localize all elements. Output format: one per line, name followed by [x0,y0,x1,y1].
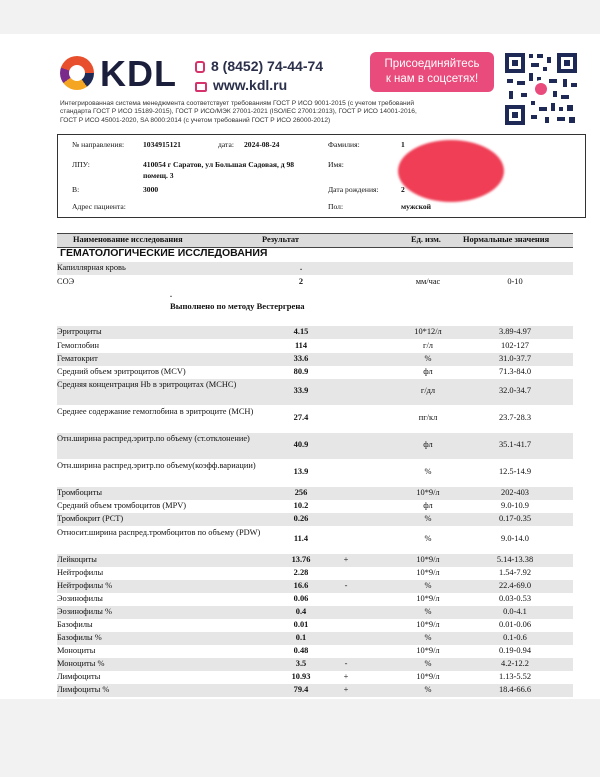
test-result: 0.48 [293,646,309,655]
test-name: Относит.ширина распред.тромбоцитов по объему (PDW) [57,528,261,537]
phone-line [195,58,323,74]
col-header-norm: Нормальные значения [463,235,550,244]
qr-code-icon [503,51,579,127]
test-norm: 22.4-69.0 [498,581,532,590]
certification-text [60,100,500,125]
table-row [57,326,573,339]
test-name: Средняя концентрация Hb в эритроцитах (MCHC) [57,380,237,389]
v-value: 3000 [143,185,159,194]
test-norm: 9.0-10.9 [501,501,529,510]
test-name: Моноциты % [57,659,105,668]
patient-info-box [57,134,586,218]
test-unit: 10*9/л [416,488,440,497]
test-norm: 3.89-4.97 [498,327,532,336]
test-name: Эозинофилы [57,594,103,603]
test-name: Эритроциты [57,327,102,336]
test-result: 0.01 [293,620,309,629]
order-label: № направления: [72,140,125,149]
table-row [57,645,573,658]
test-flag: + [343,555,349,564]
test-unit: г/л [423,341,433,350]
table-row [57,593,573,606]
order-number: 1034915121 [143,140,181,149]
promo-line-2: к нам в соцсетях! [385,73,479,85]
test-name: СОЭ [57,277,75,286]
test-norm: 0.0-4.1 [503,607,527,616]
phone-number: 8 (8452) 74-44-74 [211,58,324,74]
test-result: 13.9 [293,467,309,476]
test-name: Отн.ширина распред.эритр.по объему(коэфф.вариации) [57,461,256,470]
test-norm: 102-127 [501,341,529,350]
test-unit: % [424,633,432,642]
table-row [57,567,573,580]
table-row [57,460,573,486]
test-norm: 0.03-0.53 [498,594,532,603]
test-result: 79.4 [293,685,309,694]
test-result: 114 [294,341,308,350]
col-header-name: Наименование исследования [73,235,183,244]
table-row [57,433,573,459]
phone-icon [195,61,205,73]
cert-line: Интегрированная система менеджмента соответствует требованиям ГОСТ Р ИСО 9001-2015 (с учетом требований [60,100,414,107]
test-norm: 0.17-0.35 [498,514,532,523]
test-result: 0.4 [295,607,307,616]
surname-value: 1 [401,140,405,149]
test-name: Нейтрофилы [57,568,104,577]
date-label: дата: [218,140,234,149]
test-name: Тромбокрит (PCT) [57,514,124,523]
table-row [57,632,573,645]
col-header-result: Результат [262,235,299,244]
test-flag: + [343,672,349,681]
table-row [57,406,573,432]
method-dot: . [170,290,172,299]
test-result: 4.15 [293,327,309,336]
v-label: В: [72,185,80,194]
test-unit: 10*9/л [416,594,440,603]
test-norm: 0.01-0.06 [498,620,532,629]
test-norm: 1.13-5.52 [498,672,532,681]
test-norm: 31.0-37.7 [498,354,532,363]
table-row [57,671,573,684]
test-norm: 9.0-14.0 [501,534,529,543]
test-unit: 10*9/л [416,620,440,629]
table-row [57,684,573,697]
brand-name: KDL [100,53,177,94]
test-unit: мм/час [415,277,441,286]
test-unit: % [424,534,432,543]
test-name: Нейтрофилы % [57,581,113,590]
sex-value: мужской [401,202,432,211]
table-row [57,513,573,526]
cert-line: ГОСТ Р ИСО 45001-2020, SA 8000:2014 (с учетом требований ГОСТ Р ИСО 26000-2012) [60,116,331,124]
redaction-mark [398,140,504,202]
test-name: Лимфоциты [57,672,101,681]
test-result: 10.2 [293,501,309,510]
test-norm: 23.7-28.3 [498,413,532,422]
test-name: Средний объем эритроцитов (MCV) [57,367,186,376]
test-name: Лейкоциты [57,555,97,564]
lpu-label: ЛПУ: [72,160,90,169]
social-promo-banner[interactable] [370,52,494,92]
website-link[interactable]: www.kdl.ru [213,77,288,93]
table-row [57,658,573,671]
website-line [195,77,287,93]
test-result: 10.93 [291,672,311,681]
sex-label: Пол: [328,202,344,211]
test-norm: 35.1-41.7 [498,440,532,449]
test-norm: 71.3-84.0 [498,367,532,376]
birth-label: Дата рождения: [328,185,379,194]
test-result: 11.4 [293,534,309,543]
test-name: Эозинофилы % [57,607,112,616]
test-result: 13.76 [291,555,311,564]
table-row [57,340,573,353]
test-flag: - [344,581,348,590]
test-name: Лимфоциты % [57,685,110,694]
test-result: 0.26 [293,514,309,523]
table-row [57,353,573,366]
test-flag: + [343,685,349,694]
test-name: Гемоглобин [57,341,100,350]
test-unit: 10*9/л [416,646,440,655]
test-name: Среднее содержание гемоглобина в эритроците (MCH) [57,407,254,416]
order-date: 2024-08-24 [244,140,280,149]
test-unit: % [424,659,432,668]
test-result: 2.28 [293,568,309,577]
lpu-address-line-2: помещ. 3 [143,171,174,180]
test-norm: 5.14-13.38 [496,555,534,564]
table-row [57,487,573,500]
table-row [57,554,573,567]
table-row [57,262,573,275]
test-unit: г/дл [420,386,436,395]
test-norm: 0.1-0.6 [503,633,527,642]
cert-line: стандарта ГОСТ Р ИСО 15189-2015), ГОСТ Р ИСО/МЭК 27001-2021 (ISO/IEC 27001:2013), ГОСТ Р ИСО 14001-2016, [60,108,417,116]
test-norm: 1.54-7.92 [498,568,532,577]
test-result: 40.9 [293,440,309,449]
test-name: Капиллярная кровь [57,263,126,272]
test-unit: % [424,607,432,616]
method-note: Выполнено по методу Вестергрена [170,301,305,311]
test-unit: пг/кл [418,413,438,422]
table-row [57,500,573,513]
table-row [57,366,573,379]
test-name: Тромбоциты [57,488,103,497]
table-row [57,619,573,632]
birth-value: 2 [401,185,405,194]
col-header-unit: Ед. изм. [411,235,441,244]
test-unit: фл [423,501,433,510]
promo-line-1: Присоединяйтесь [384,58,480,70]
test-norm: 0.19-0.94 [498,646,532,655]
table-row [57,379,573,405]
test-unit: фл [423,440,433,449]
test-result: 2 [298,277,304,286]
test-unit: 10*12/л [414,327,442,336]
test-result: 27.4 [293,413,309,422]
lpu-address-line-1: 410054 г Саратов, ул Большая Садовая, д 98 [143,160,295,169]
test-result: 0.1 [295,633,307,642]
test-name: Моноциты [57,646,96,655]
test-unit: 10*9/л [416,672,440,681]
test-name: Гематокрит [57,354,98,363]
address-label: Адрес пациента: [72,202,126,211]
table-row [57,276,573,289]
test-norm: 12.5-14.9 [498,467,532,476]
test-unit: % [424,581,432,590]
test-result: 3.5 [295,659,307,668]
test-name: Отн.ширина распред.эритр.по объему (ст.отклонение) [57,434,250,443]
test-norm: 32.0-34.7 [498,386,532,395]
test-name: Средний объем тромбоцитов (MPV) [57,501,187,510]
monitor-icon [195,82,207,92]
test-result: 80.9 [293,367,309,376]
test-norm: 18.4-66.6 [498,685,532,694]
test-result: 0.06 [293,594,309,603]
results-table-header [57,233,573,248]
table-row [57,527,573,553]
table-row [57,580,573,593]
kdl-logo-icon [60,56,94,90]
test-norm: 4.2-12.2 [501,659,529,668]
test-result: 16.6 [293,581,309,590]
test-result: 33.6 [293,354,309,363]
test-result: 33.9 [293,386,309,395]
test-result: 256 [294,488,308,497]
test-result: . [299,263,303,272]
test-flag: - [344,659,348,668]
test-unit: % [424,354,432,363]
test-unit: % [424,514,432,523]
test-unit: 10*9/л [416,568,440,577]
test-norm: 202-403 [501,488,529,497]
test-unit: фл [423,367,433,376]
test-norm: 0-10 [507,277,523,286]
name-label: Имя: [328,160,344,169]
test-name: Базофилы [57,620,93,629]
test-unit: 10*9/л [416,555,440,564]
section-title: ГЕМАТОЛОГИЧЕСКИЕ ИССЛЕДОВАНИЯ [60,247,268,259]
test-unit: % [424,685,432,694]
surname-label: Фамилия: [328,140,360,149]
test-unit: % [424,467,432,476]
table-row [57,606,573,619]
test-name: Базофилы % [57,633,102,642]
